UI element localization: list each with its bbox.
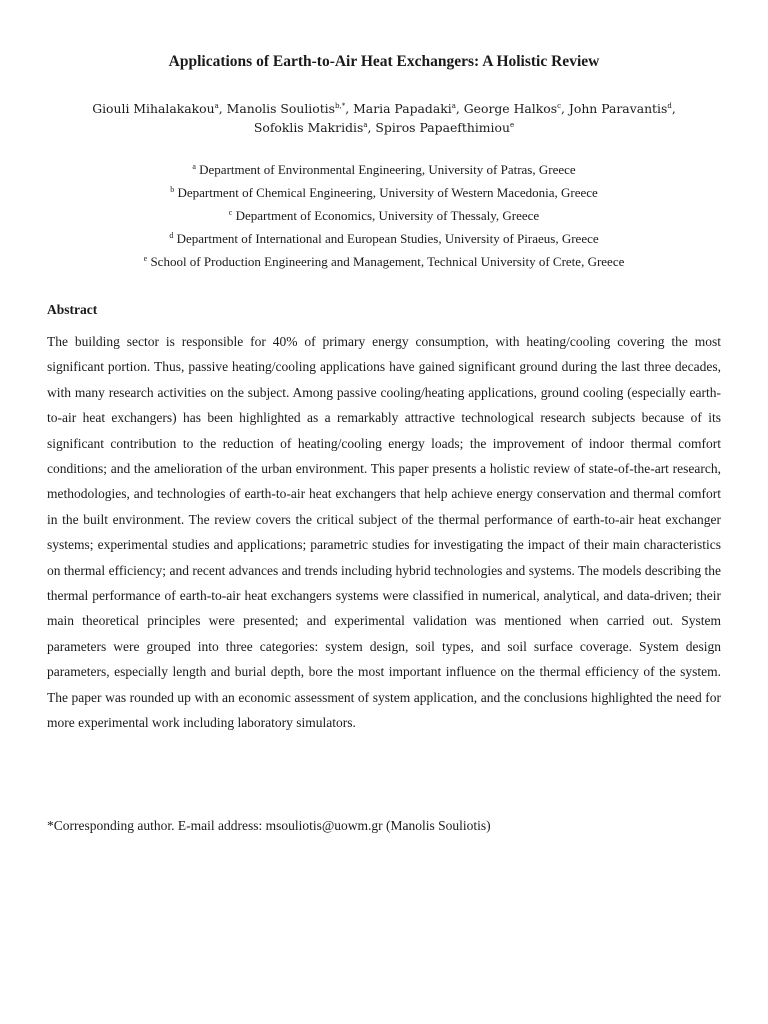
author-affiliation-mark: a — [214, 102, 219, 110]
author-affiliation-mark: a — [363, 121, 368, 129]
affiliation-text: School of Production Engineering and Management, Technical University of Crete, Greece — [150, 254, 625, 269]
author-affiliation-mark: b,* — [335, 102, 346, 110]
affiliation-text: Department of Chemical Engineering, University of Western Macedonia, Greece — [177, 185, 598, 200]
author-name: Maria Papadaki$^a$, — [353, 101, 464, 116]
affiliation-mark: d — [169, 231, 174, 240]
affiliation-item — [0, 204, 768, 227]
abstract-heading: Abstract — [47, 302, 98, 317]
author-affiliation-mark: d — [667, 102, 672, 110]
author-list — [60, 99, 708, 137]
abstract-body: The building sector is responsible for 40% of primary energy consumption, with heating/cooling covering the most significant portion. Thus, passive heating/cooling applications have gained significant ground during the last three decades, with many research activities on the subject. Among passive cooling/heating applications, ground cooling (especially earth-to-air heat exchangers) has been highlighted as a remarkably attractive technological research subjects because of its significant contribution to the reduction of heating/cooling energy loads; the improvement of indoor thermal comfort conditions; and the amelioration of the urban environment. This paper presents a holistic review of state-of-the-art research, methodologies, and technologies of earth-to-air heat exchangers that help achieve energy conservation and thermal comfort in the built environment. The review covers the critical subject of the thermal performance of earth-to-air heat exchanger systems; experimental studies and applications; parametric studies for investigating the impact of their main characteristics on thermal efficiency; and recent advances and trends including hybrid technologies and systems. The models describing the thermal performance of earth-to-air heat exchangers systems were classified in numerical, analytical, and data-driven; their main theoretical principles were presented; and experimental validation was mentioned when carried out. System parameters were grouped into three categories: system design, soil types, and soil surface coverage. System design parameters, especially length and burial depth, bore the most important influence on the thermal efficiency of the system. The paper was rounded up with an economic assessment of system application, and the conclusions highlighted the need for more experimental work including laboratory simulators. — [47, 334, 721, 731]
affiliation-text: Department of International and European Studies, University of Piraeus, Greece — [176, 231, 599, 246]
affiliation-text: Department of Environmental Engineering, University of Patras, Greece — [199, 162, 576, 177]
author-name: Sofoklis Makridis$^a$, — [253, 120, 376, 135]
paper-title: Applications of Earth-to-Air Heat Exchangers: A Holistic Review — [168, 53, 600, 70]
author-name: George Halkos$^c$, — [463, 101, 569, 116]
affiliation-item — [0, 158, 768, 181]
author-name: John Paravantis$^d$, — [568, 101, 676, 116]
affiliation-item — [0, 181, 768, 204]
affiliation-mark: b — [170, 185, 175, 194]
affiliation-text: Department of Economics, University of Thessaly, Greece — [235, 208, 540, 223]
affiliation-mark: c — [228, 208, 233, 217]
author-name: Spiros Papaefthimiou$^e$ — [375, 120, 515, 135]
corresponding-author-footnote: *Corresponding author. E-mail address: msouliotis@uowm.gr (Manolis Souliotis) — [47, 818, 491, 833]
author-affiliation-mark: a — [451, 102, 456, 110]
affiliation-item — [0, 250, 768, 273]
author-name: Giouli Mihalakakou$^a$, — [92, 101, 227, 116]
author-affiliation-mark: e — [509, 121, 515, 129]
affiliation-list — [0, 158, 768, 273]
affiliation-mark: a — [192, 162, 196, 171]
affiliation-item — [0, 227, 768, 250]
affiliation-mark: e — [143, 254, 148, 263]
author-affiliation-mark: c — [557, 102, 561, 110]
author-name: Manolis Souliotis$^{b,*}$, — [226, 101, 354, 116]
